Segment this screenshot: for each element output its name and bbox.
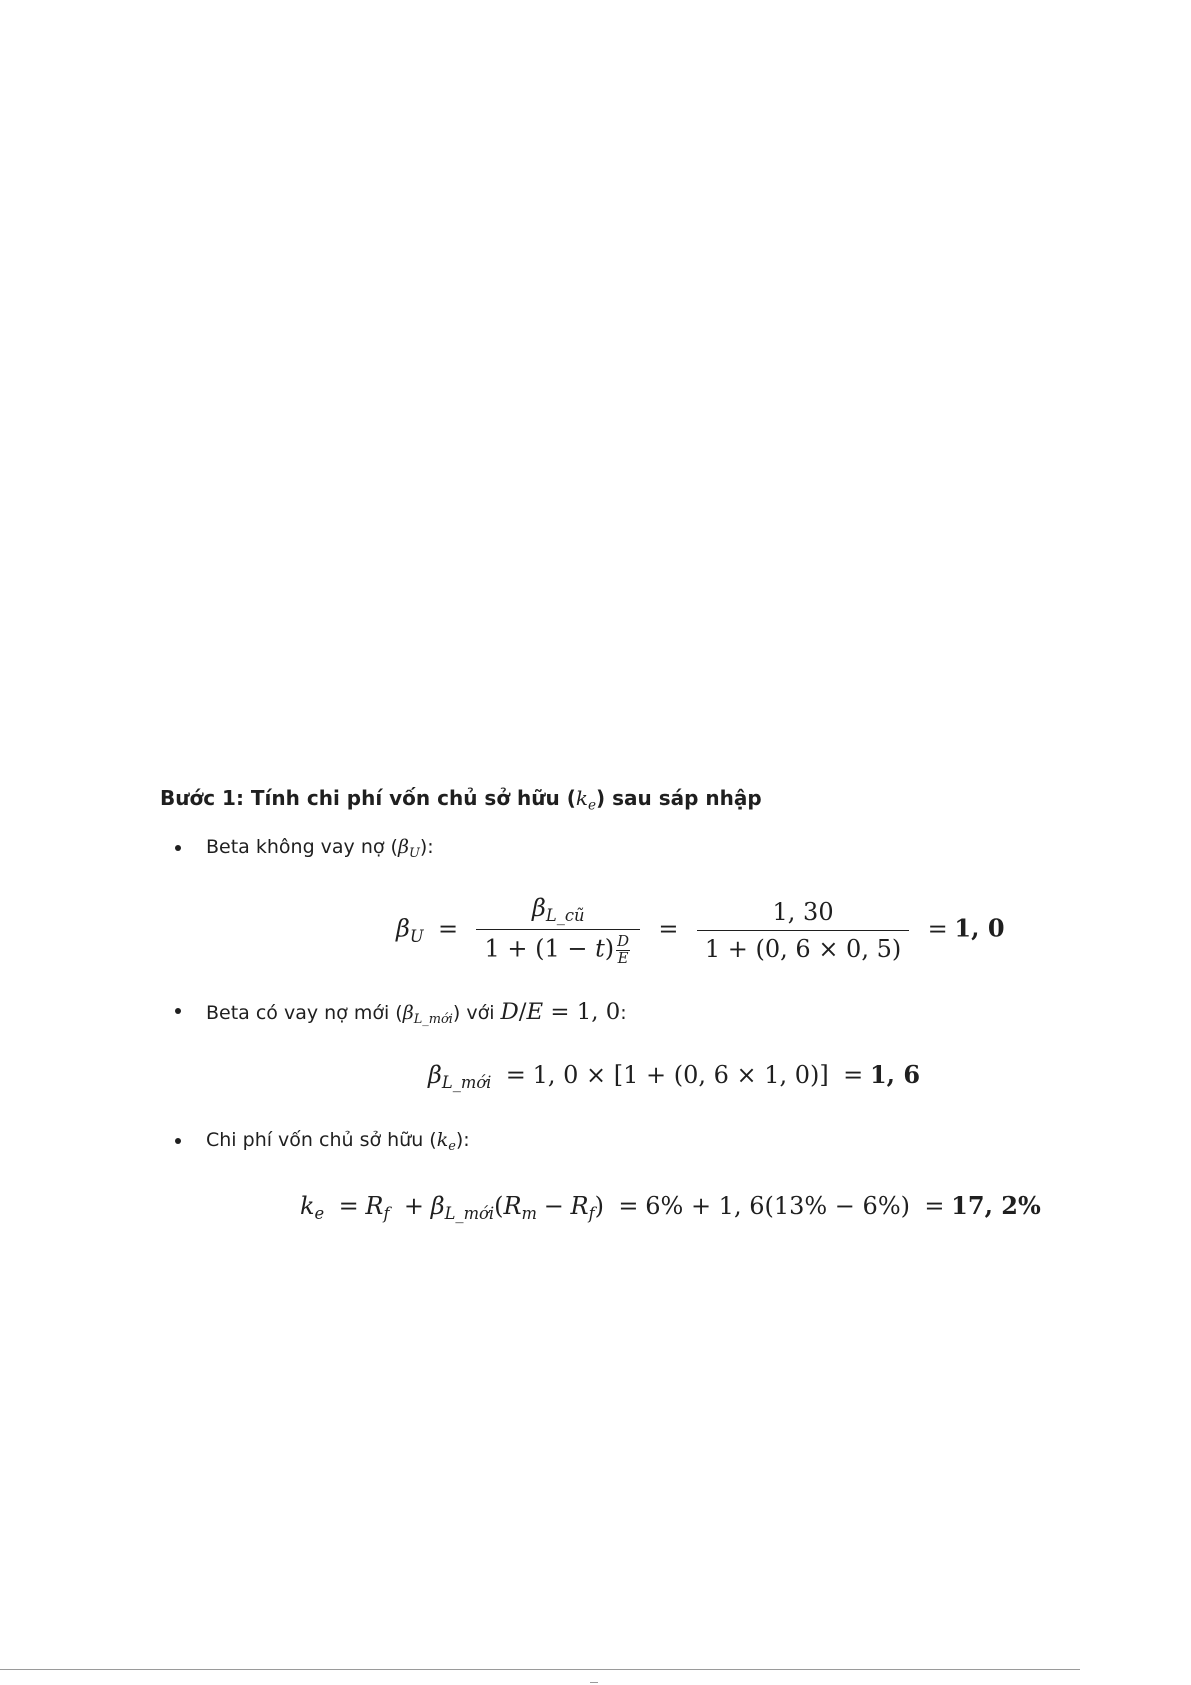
result-ke: 17, 2% xyxy=(951,1191,1041,1220)
bullet-unlevered-beta: Beta không vay nợ $(\beta_U)$: xyxy=(176,836,434,861)
result-beta-l: 1, 6 xyxy=(869,1060,921,1089)
fraction-beta-numeric: $\frac{1, 30}{1 + (0, 6 \times 0, 5)}$ xyxy=(697,898,909,963)
bullet-dot xyxy=(175,1138,181,1144)
equation-unlevered-beta: $\beta_U$ = $\beta_{L\_cũ}$ 1 + (1 − t) $\frac{D}{E}$ = $\frac{1, 30}{1 + (0, 6 \times 0, 5)}$ = 1, 0 xyxy=(396,894,1005,967)
bullet-levered-beta: Beta có vay nợ mới $(\beta_{L\_mới})$ với D/E = 1, 0: xyxy=(176,999,627,1027)
footer-divider xyxy=(0,1669,1080,1670)
equation-levered-beta: $\beta_{L\_mới} = 1$, 0 × [1 + (0, 6 × 1, 0)] = 1, 6 xyxy=(428,1060,921,1093)
equation-cost-of-equity: $k_e = R_f + \beta_{L\_mới}(R_m - R_f) = 6\% + 1$, 6(13% − 6%) = 17, 2% xyxy=(300,1191,1041,1224)
step-heading xyxy=(160,786,762,813)
bullet-cost-of-equity: Chi phí vốn chủ sở hữu $(k_e)$: xyxy=(176,1129,470,1154)
footer-mark xyxy=(590,1682,598,1683)
heading-prefix: Bước 1: Tính chi phí vốn chủ sở hữu ( xyxy=(160,786,576,810)
bullet-dot xyxy=(175,845,181,851)
heading-math-ke: $k_e$ xyxy=(575,786,597,814)
heading-suffix: ) sau sáp nhập xyxy=(596,786,762,810)
result-beta-u: 1, 0 xyxy=(954,913,1005,943)
bullet-dot xyxy=(175,1008,181,1014)
fraction-beta-formula: $\beta_{L\_cũ}$ 1 + (1 − t) $\frac{D}{E}$ xyxy=(476,894,640,966)
